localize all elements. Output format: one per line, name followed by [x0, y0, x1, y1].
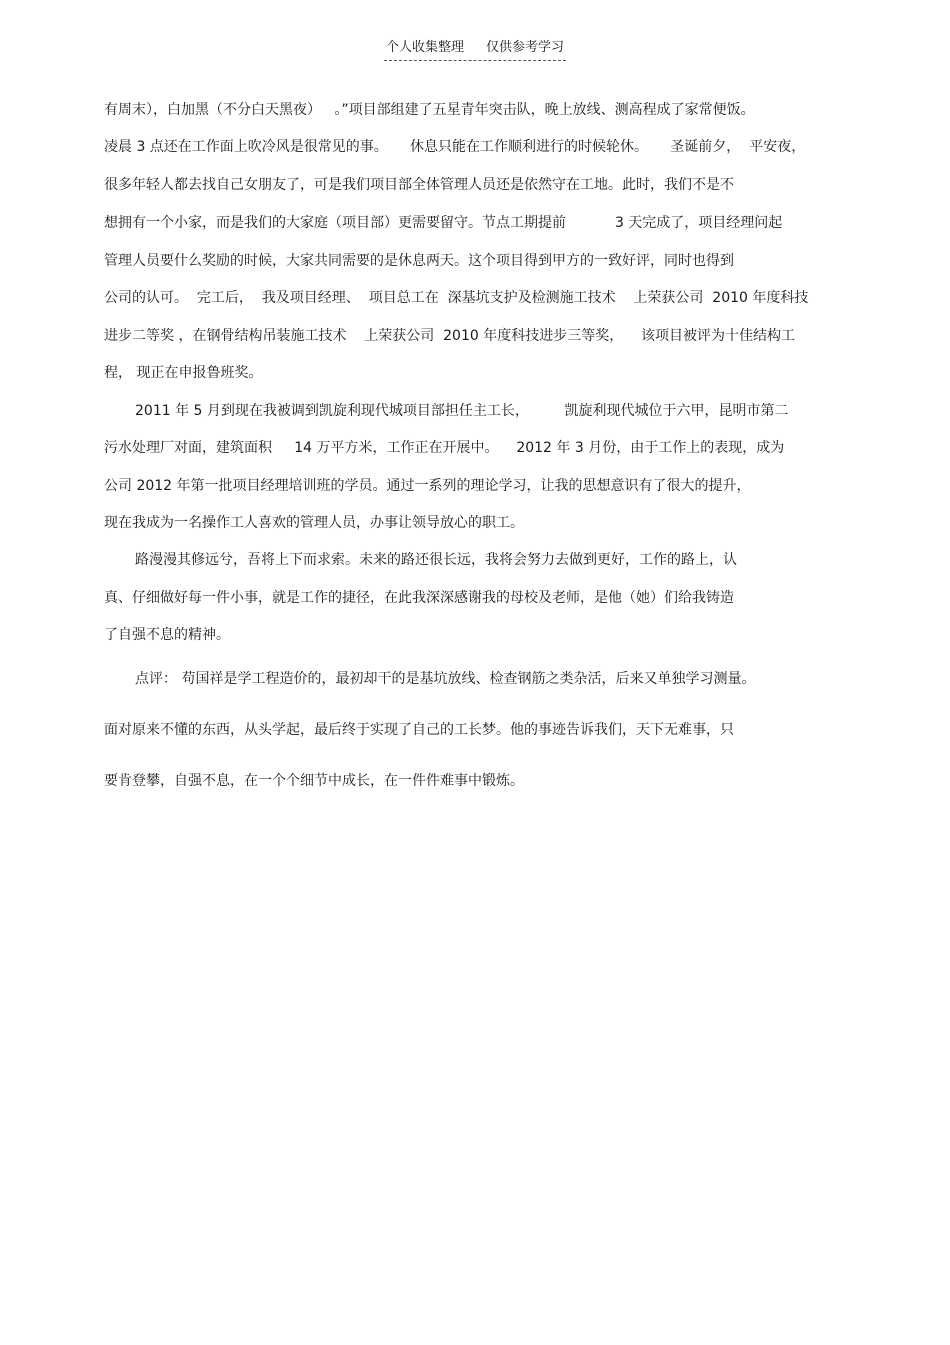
body-line-7: 进步二等奖 ，在钢骨结构吊装施工技术 上荣获公司 2010 年度科技进步三等奖， 该项目被评为十佳结构工: [104, 328, 796, 344]
body-line-2: 凌晨 3 点还在工作面上吹冷风是很常见的事。 休息只能在工作顺利进行的时候轮休。 圣诞前夕， 平安夜，: [104, 139, 806, 155]
header-left-text: 个人收集整理: [385, 40, 464, 55]
body-line-5: 管理人员要什么奖励的时候，大家共同需要的是休息两天。这个项目得到甲方的一致好评，同时也得到: [104, 253, 734, 269]
body-line-17: 面对原来不懂的东西，从头学起，最后终于实现了自己的工长梦。他的事迹告诉我们，天下无难事，只: [104, 722, 734, 738]
body-line-6: 公司的认可。 完工后， 我及项目经理、 项目总工在 深基坑支护及检测施工技术 上荣获公司 2010 年度科技: [104, 290, 809, 306]
body-line-3: 很多年轻人都去找自己女朋友了，可是我们项目部全体管理人员还是依然守在工地。此时，我们不是不: [104, 177, 734, 193]
body-line-10: 污水处理厂对面，建筑面积 14 万平方米，工作正在开展中。 2012 年 3 月份，由于工作上的表现，成为: [104, 440, 785, 456]
body-line-14: 真、仔细做好每一件小事，就是工作的捷径，在此我深深感谢我的母校及老师，是他（她）们给我铸造: [104, 590, 734, 606]
page-header: [0, 39, 950, 61]
body-line-12: 现在我成为一名操作工人喜欢的管理人员，办事让领导放心的职工。: [104, 515, 524, 531]
body-line-18: 要肯登攀，自强不息，在一个个细节中成长，在一件件难事中锻炼。: [104, 773, 524, 789]
body-line-4: 想拥有一个小家，而是我们的大家庭（项目部）更需要留守。节点工期提前 3 天完成了，项目经理问起: [104, 215, 783, 231]
header-underline: [384, 39, 566, 61]
body-line-1: 有周末），白加黑（不分白天黑夜） 。”项目部组建了五星青年突击队，晚上放线、测高程成了家常便饭。: [104, 102, 755, 118]
body-line-11: 公司 2012 年第一批项目经理培训班的学员。通过一系列的理论学习，让我的思想意识有了很大的提升，: [104, 478, 751, 494]
body-line-13: 路漫漫其修远兮，吾将上下而求索。未来的路还很长远，我将会努力去做到更好，工作的路上，认: [135, 552, 737, 568]
body-line-8: 程， 现正在申报鲁班奖。: [104, 365, 263, 381]
body-line-9: 2011 年 5 月到现在我被调到凯旋利现代城项目部担任主工长， 凯旋利现代城位于六甲，昆明市第二: [135, 403, 789, 419]
body-line-15: 了自强不息的精神。: [104, 627, 230, 643]
body-line-16: 点评： 苟国祥是学工程造价的，最初却干的是基坑放线、检查钢筋之类杂活，后来又单独学习测量。: [135, 671, 756, 687]
header-right-text: 仅供参考学习: [486, 40, 565, 55]
